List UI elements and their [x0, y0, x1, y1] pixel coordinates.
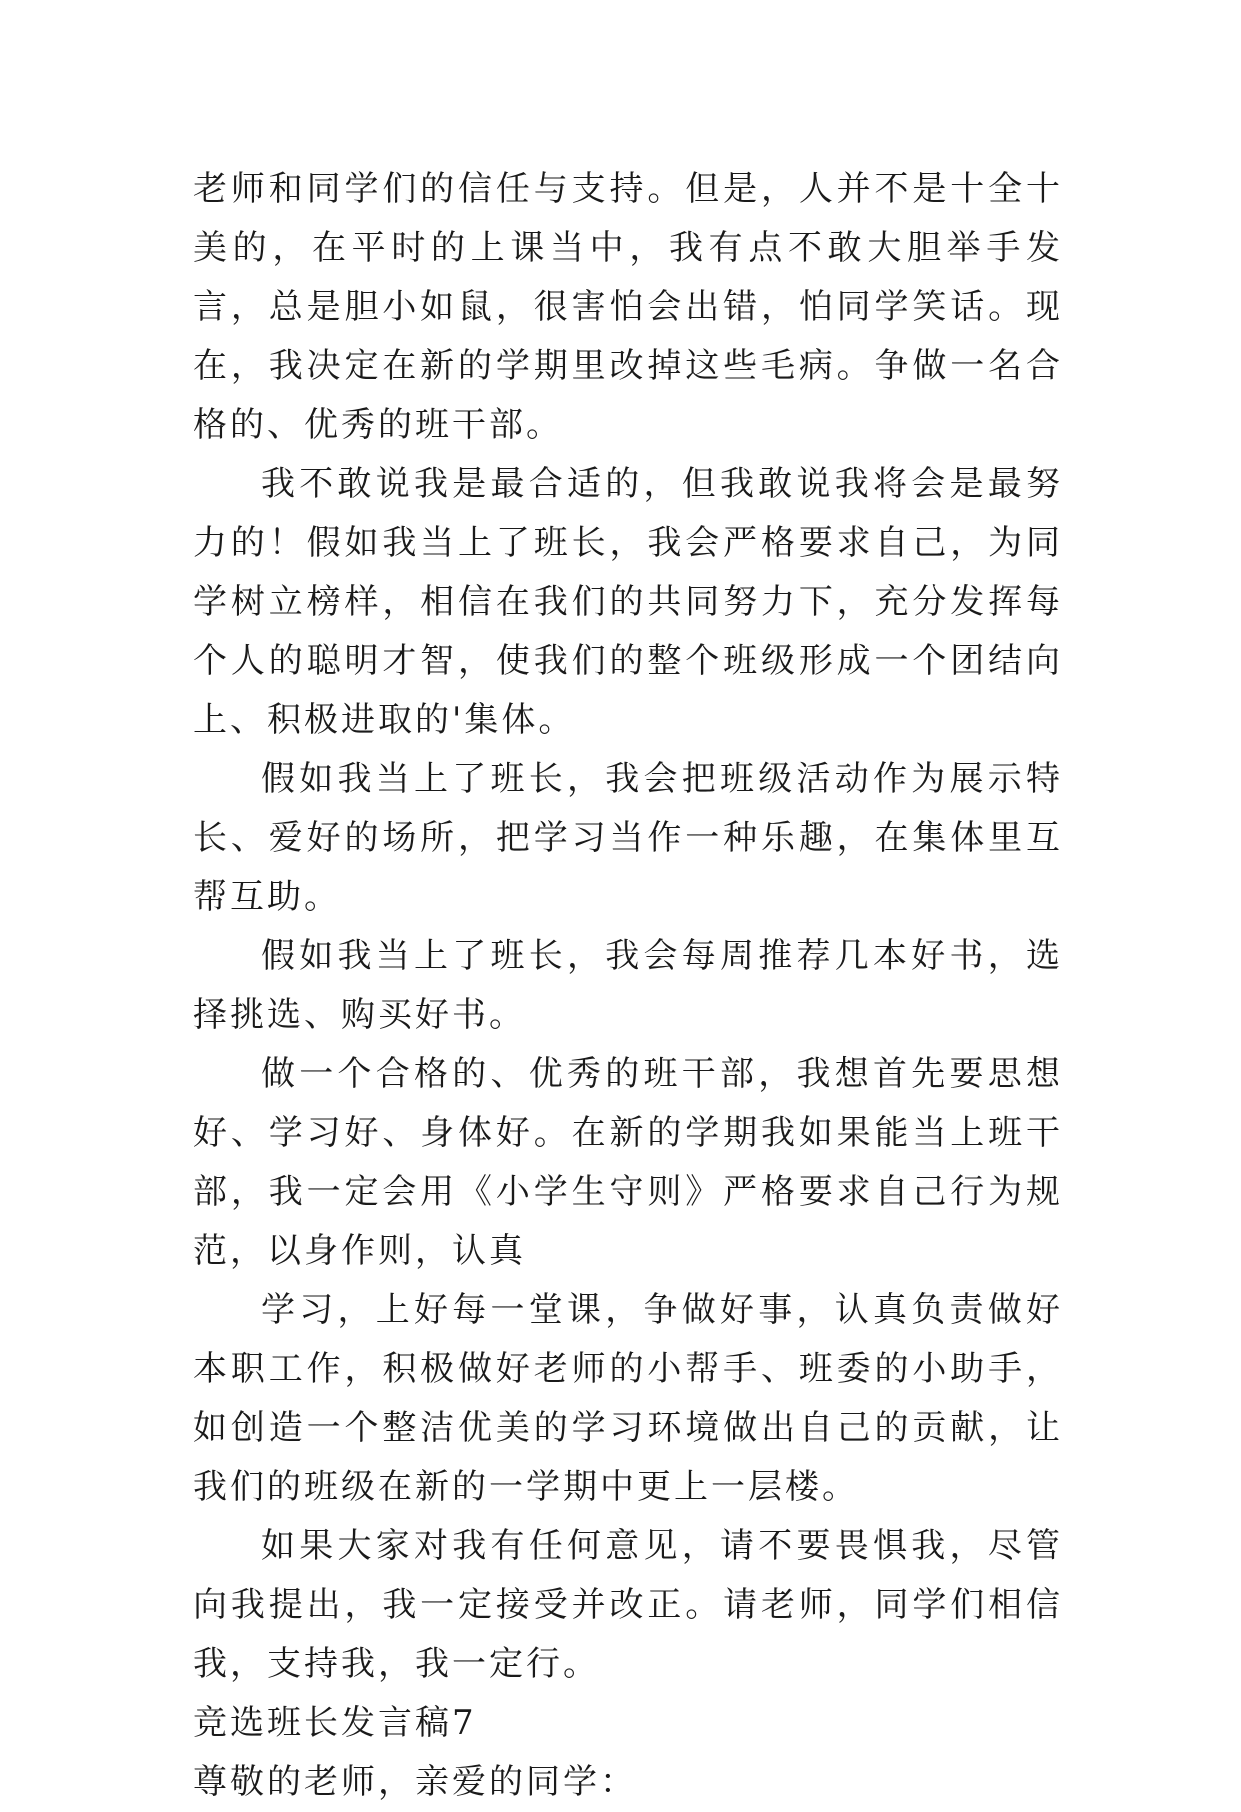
- paragraph-3: 假如我当上了班长，我会把班级活动作为展示特长、爱好的场所，把学习当作一种乐趣，在集体里互帮互助。: [193, 759, 1063, 917]
- salutation: 尊敬的老师，亲爱的同学：: [193, 1762, 637, 1802]
- paragraph-4: 假如我当上了班长，我会每周推荐几本好书，选择挑选、购买好书。: [193, 936, 1063, 1035]
- paragraph-7: 如果大家对我有任何意见，请不要畏惧我，尽管向我提出，我一定接受并改正。请老师，同学们相信我，支持我，我一定行。: [193, 1526, 1063, 1684]
- document-body: [193, 160, 1063, 1812]
- paragraph-1: 老师和同学们的信任与支持。但是，人并不是十全十美的，在平时的上课当中，我有点不敢大胆举手发言，总是胆小如鼠，很害怕会出错，怕同学笑话。现在，我决定在新的学期里改掉这些毛病。争做一名合格的、优秀的班干部。: [193, 169, 1063, 445]
- section-title: 竞选班长发言稿7: [193, 1703, 477, 1743]
- paragraph-6: 学习，上好每一堂课，争做好事，认真负责做好本职工作，积极做好老师的小帮手、班委的小助手，如创造一个整洁优美的学习环境做出自己的贡献，让我们的班级在新的一学期中更上一层楼。: [193, 1290, 1063, 1507]
- paragraph-2: 我不敢说我是最合适的，但我敢说我将会是最努力的！假如我当上了班长，我会严格要求自己，为同学树立榜样，相信在我们的共同努力下，充分发挥每个人的聪明才智，使我们的整个班级形成一个团结向上、积极进取的'集体。: [193, 464, 1063, 740]
- paragraph-5: 做一个合格的、优秀的班干部，我想首先要思想好、学习好、身体好。在新的学期我如果能当上班干部，我一定会用《小学生守则》严格要求自己行为规范，以身作则，认真: [193, 1054, 1063, 1271]
